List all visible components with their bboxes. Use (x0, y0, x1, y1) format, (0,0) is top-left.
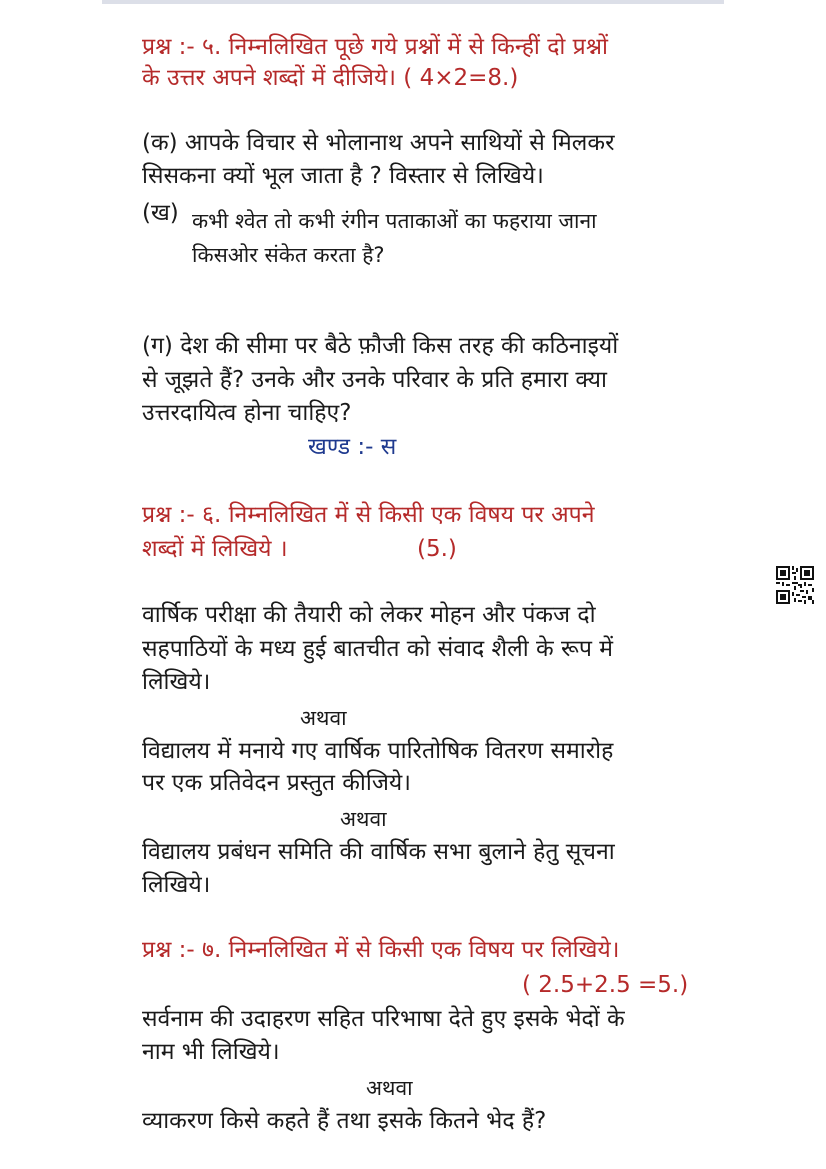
q6-option2-line1: विद्यालय में मनाये गए वार्षिक पारितोषिक वितरण समारोह (142, 738, 614, 764)
q6-option1-line1: वार्षिक परीक्षा की तैयारी को लेकर मोहन और पंकज दो (142, 602, 596, 628)
q6-option3-line2: लिखिये। (142, 872, 211, 898)
q7-prompt-line1: प्रश्न :- ७. निम्नलिखित में से किसी एक विषय पर लिखिये। (142, 937, 620, 963)
q6-or-2: अथवा (340, 807, 387, 831)
q7-option2-line1: व्याकरण किसे कहते हैं तथा इसके कितने भेद हैं? (142, 1108, 547, 1134)
q6-option2-line2: पर एक प्रतिवेदन प्रस्तुत कीजिये। (142, 770, 411, 796)
q7-option1-line2: नाम भी लिखिये। (142, 1039, 280, 1065)
q5-option-kha-line2: किसओर संकेत करता है? (192, 243, 385, 267)
q7-or-1: अथवा (366, 1076, 413, 1100)
q5-option-ka-line2: सिसकना क्यों भूल जाता है ? विस्तार से लिखिये। (142, 163, 544, 189)
q7-option1-line1: सर्वनाम की उदाहरण सहित परिभाषा देते हुए इसके भेदों के (142, 1006, 625, 1032)
q7-marks: ( 2.5+2.5 =5.) (522, 972, 689, 998)
qr-code-icon (776, 566, 814, 604)
q5-prompt-line1: प्रश्न :- ५. निम्नलिखित पूछे गये प्रश्नों में से किन्हीं दो प्रश्नों (142, 34, 608, 60)
q5-option-ga-line2: से जूझते हैं? उनके और उनके परिवार के प्रति हमारा क्या (142, 367, 607, 393)
page-top-strip (102, 0, 724, 4)
q6-marks: (5.) (417, 536, 457, 562)
q6-or-1: अथवा (300, 706, 347, 730)
q5-option-ka-line1: (क) आपके विचार से भोलानाथ अपने साथियों से मिलकर (142, 130, 615, 156)
q6-prompt-line1: प्रश्न :- ६. निम्नलिखित में से किसी एक विषय पर अपने (142, 502, 595, 528)
q5-option-ga-line3: उत्तरदायित्व होना चाहिए? (142, 400, 352, 426)
q6-option1-line3: लिखिये। (142, 669, 211, 695)
q6-option3-line1: विद्यालय प्रबंधन समिति की वार्षिक सभा बुलाने हेतु सूचना (142, 839, 615, 865)
q5-option-kha-line1: कभी श्वेत तो कभी रंगीन पताकाओं का फहराया जाना (192, 209, 597, 233)
q6-option1-line2: सहपाठियों के मध्य हुई बातचीत को संवाद शैली के रूप में (142, 636, 613, 662)
q5-prompt-line2: के उत्तर अपने शब्दों में दीजिये। ( 4×2=8.) (142, 65, 519, 91)
q5-option-ga-line1: (ग) देश की सीमा पर बैठे फ़ौजी किस तरह की कठिनाइयों (142, 333, 619, 359)
section-heading: खण्ड :- स (308, 434, 397, 460)
q6-prompt-line2: शब्दों में लिखिये । (142, 536, 288, 562)
q5-option-kha-label: (ख) (142, 200, 179, 226)
